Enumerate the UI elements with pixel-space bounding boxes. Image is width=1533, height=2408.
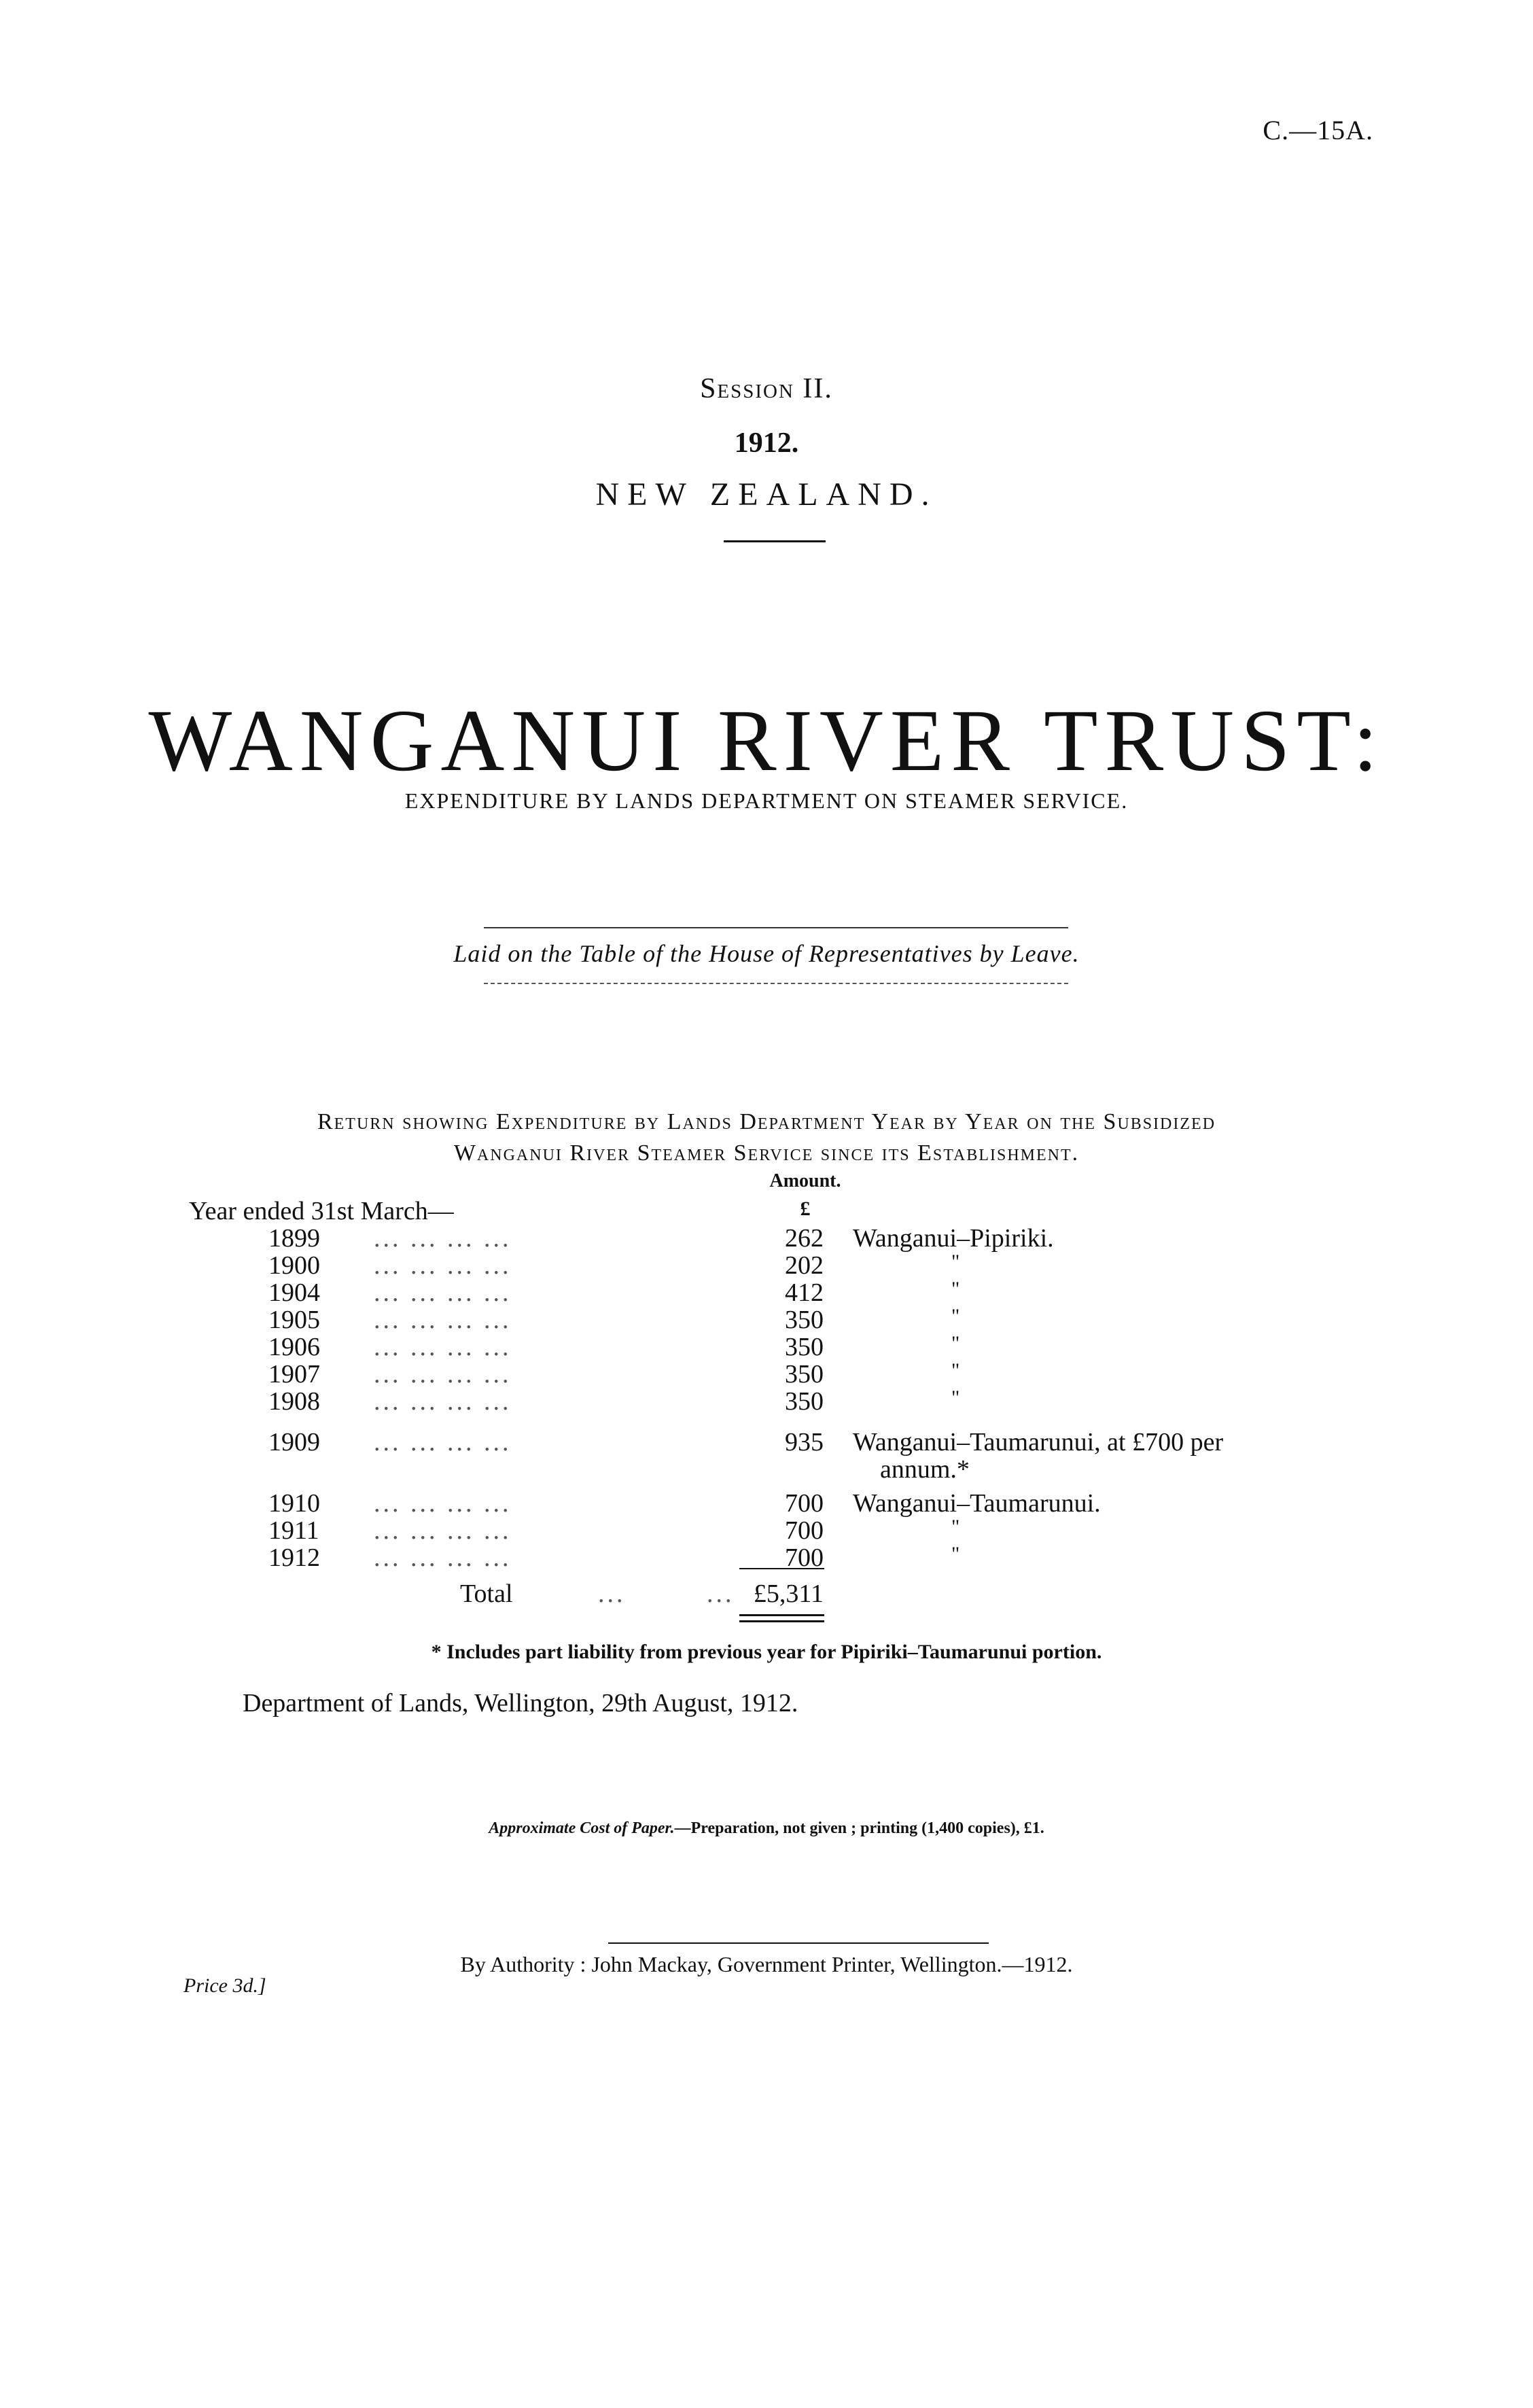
row-year: 1905 bbox=[268, 1306, 320, 1334]
table-row bbox=[0, 1278, 1533, 1305]
row-route: Wanganui–Taumarunui. bbox=[853, 1489, 1101, 1518]
leader-dots: ... ... ... ... bbox=[374, 1428, 512, 1456]
return-heading bbox=[0, 1106, 1533, 1169]
row-amount: 412 bbox=[785, 1278, 824, 1307]
rule-divider bbox=[484, 927, 1068, 928]
ditto-mark: " bbox=[951, 1359, 960, 1382]
return-heading-line: Return showing Expenditure by Lands Department Year by Year on the Subsidized bbox=[317, 1109, 1216, 1134]
page-title: WANGANUI RIVER TRUST: bbox=[148, 692, 1385, 790]
ditto-mark: " bbox=[951, 1278, 960, 1300]
rule-divider bbox=[724, 540, 826, 542]
country-label: NEW ZEALAND. bbox=[595, 476, 938, 512]
leader-dots: ... ... ... ... bbox=[374, 1306, 512, 1334]
leader-dots: ... ... ... ... bbox=[374, 1516, 512, 1545]
total-value: £5,311 bbox=[753, 1580, 824, 1608]
row-amount: 700 bbox=[785, 1516, 824, 1545]
row-year: 1909 bbox=[268, 1428, 320, 1456]
amount-column-header: Amount. bbox=[769, 1170, 841, 1191]
leader-dots: ... ... ... ... bbox=[374, 1278, 512, 1307]
row-amount: 700 bbox=[785, 1489, 824, 1518]
ditto-mark: " bbox=[951, 1332, 960, 1355]
table-row bbox=[0, 1386, 1533, 1414]
total-label: Total bbox=[460, 1580, 513, 1608]
cost-text: —Preparation, not given ; printing (1,400 copies), £1. bbox=[674, 1819, 1044, 1837]
cost-of-paper-note bbox=[0, 1819, 1533, 1838]
leader-dots: ... ... ... ... bbox=[374, 1251, 512, 1280]
table-row bbox=[0, 1305, 1533, 1332]
route-continuation: annum.* bbox=[880, 1455, 970, 1484]
table-row bbox=[0, 1516, 1533, 1543]
cost-label: Approximate Cost of Paper. bbox=[489, 1819, 675, 1837]
leader-dots: ... ... ... ... bbox=[374, 1360, 512, 1389]
row-year: 1904 bbox=[268, 1278, 320, 1307]
department-date-line: Department of Lands, Wellington, 29th August, 1912. bbox=[243, 1689, 798, 1717]
row-amount: 350 bbox=[785, 1306, 824, 1334]
laid-on-table-note: Laid on the Table of the House of Representatives by Leave. bbox=[453, 940, 1080, 967]
leader-dots: ... ... ... ... bbox=[374, 1224, 512, 1253]
row-amount: 350 bbox=[785, 1387, 824, 1416]
row-year: 1899 bbox=[268, 1224, 320, 1253]
ditto-mark: " bbox=[951, 1305, 960, 1327]
table-row bbox=[0, 1488, 1533, 1516]
row-year: 1906 bbox=[268, 1333, 320, 1361]
return-heading-line: Wanganui River Steamer Service since its Establishment. bbox=[453, 1140, 1080, 1166]
price-label: Price 3d.] bbox=[183, 1974, 266, 1997]
row-year: 1911 bbox=[268, 1516, 319, 1545]
row-amount: 350 bbox=[785, 1333, 824, 1361]
sum-rule bbox=[739, 1568, 824, 1569]
table-row bbox=[0, 1223, 1533, 1251]
ditto-mark: " bbox=[951, 1516, 960, 1538]
ditto-mark: " bbox=[951, 1251, 960, 1273]
leader-dots: ... ... ... ... bbox=[374, 1489, 512, 1518]
row-year: 1912 bbox=[268, 1543, 320, 1572]
leader-dots: ... bbox=[707, 1580, 735, 1608]
table-row bbox=[0, 1543, 1533, 1570]
leader-dots: ... ... ... ... bbox=[374, 1543, 512, 1572]
document-reference: C.—15A. bbox=[1263, 115, 1373, 145]
session-year: 1912. bbox=[734, 427, 799, 459]
row-route: Wanganui–Taumarunui, at £700 per bbox=[853, 1428, 1224, 1456]
page-subtitle: EXPENDITURE BY LANDS DEPARTMENT ON STEAMER SERVICE. bbox=[404, 788, 1129, 813]
row-amount: 202 bbox=[785, 1251, 824, 1280]
row-amount: 350 bbox=[785, 1360, 824, 1389]
leader-dots: ... ... ... ... bbox=[374, 1387, 512, 1416]
row-year: 1910 bbox=[268, 1489, 320, 1518]
rule-divider bbox=[608, 1942, 989, 1944]
total-double-rule bbox=[739, 1614, 824, 1616]
ditto-mark: " bbox=[951, 1386, 960, 1409]
table-row bbox=[0, 1332, 1533, 1359]
rule-divider bbox=[484, 983, 1068, 984]
table-row bbox=[0, 1251, 1533, 1278]
row-amount: 700 bbox=[785, 1543, 824, 1572]
row-amount: 262 bbox=[785, 1224, 824, 1253]
table-row bbox=[0, 1359, 1533, 1389]
table-row bbox=[0, 1427, 1533, 1454]
row-year: 1900 bbox=[268, 1251, 320, 1280]
pound-unit-header: £ bbox=[800, 1198, 811, 1220]
printer-authority-line: By Authority : John Mackay, Government Printer, Wellington.—1912. bbox=[460, 1952, 1073, 1976]
year-column-label: Year ended 31st March— bbox=[189, 1197, 454, 1225]
total-double-rule bbox=[739, 1620, 824, 1622]
row-amount: 935 bbox=[785, 1428, 824, 1456]
row-route: Wanganui–Pipiriki. bbox=[853, 1224, 1054, 1253]
row-year: 1907 bbox=[268, 1360, 320, 1389]
leader-dots: ... bbox=[598, 1580, 626, 1608]
footnote: * Includes part liability from previous year for Pipiriki–Taumarunui portion. bbox=[431, 1641, 1102, 1663]
ditto-mark: " bbox=[951, 1543, 960, 1565]
row-year: 1908 bbox=[268, 1387, 320, 1416]
leader-dots: ... ... ... ... bbox=[374, 1333, 512, 1361]
session-label: Session II. bbox=[700, 373, 833, 404]
